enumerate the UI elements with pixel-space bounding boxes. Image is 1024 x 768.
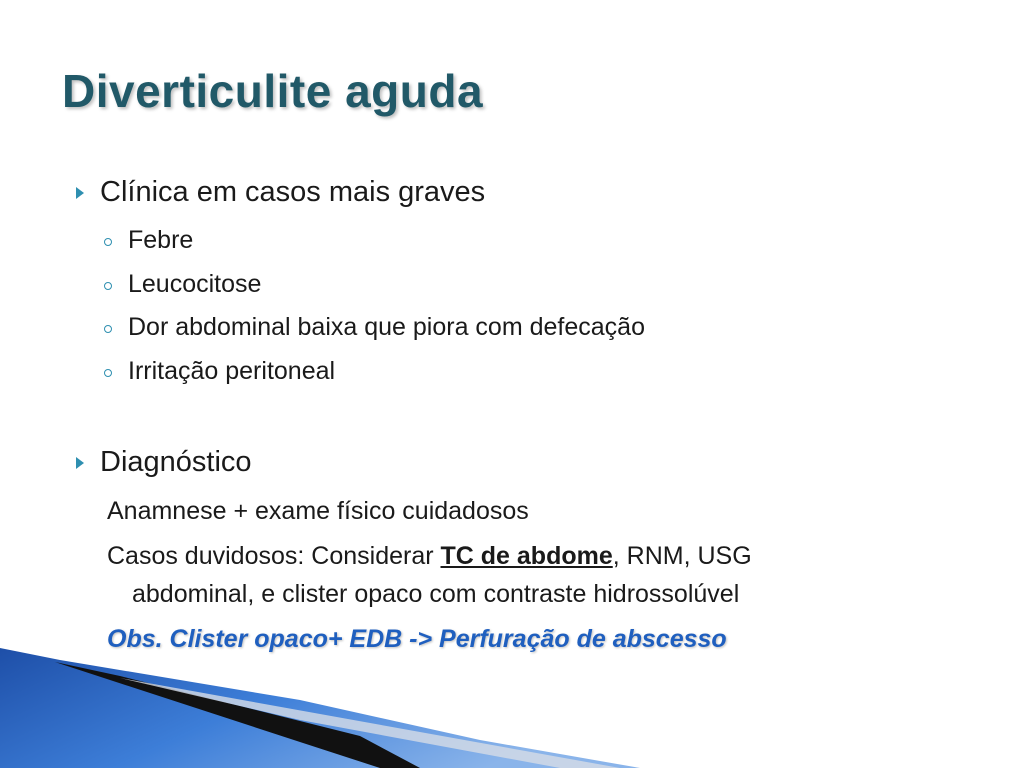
line2-suffix: , RNM, USG [612,542,752,570]
line2-prefix: Casos duvidosos: Considerar [107,542,441,570]
sub-bullet-label: Leucocitose [128,270,262,298]
bullet-label: Clínica em casos mais graves [100,176,486,208]
line2-continuation: abdominal, e clister opaco com contraste hidrossolúvel [132,580,740,608]
diagnostico-line-1: Anamnese + exame físico cuidadosos [107,497,529,525]
blue-swoosh-shape [0,648,640,768]
sub-bullet-label: Dor abdominal baixa que piora com defecação [128,313,645,341]
sub-bullet-label: Irritação peritoneal [128,357,336,385]
sub-bullet-label: Febre [128,226,194,254]
slide-title: Diverticulite aguda [62,65,484,117]
obs-note: Obs. Clister opaco+ EDB -> Perfuração de abscesso [107,625,727,653]
bullet-label: Diagnóstico [100,446,252,478]
tc-abdome-emphasis: TC de abdome [440,542,613,570]
